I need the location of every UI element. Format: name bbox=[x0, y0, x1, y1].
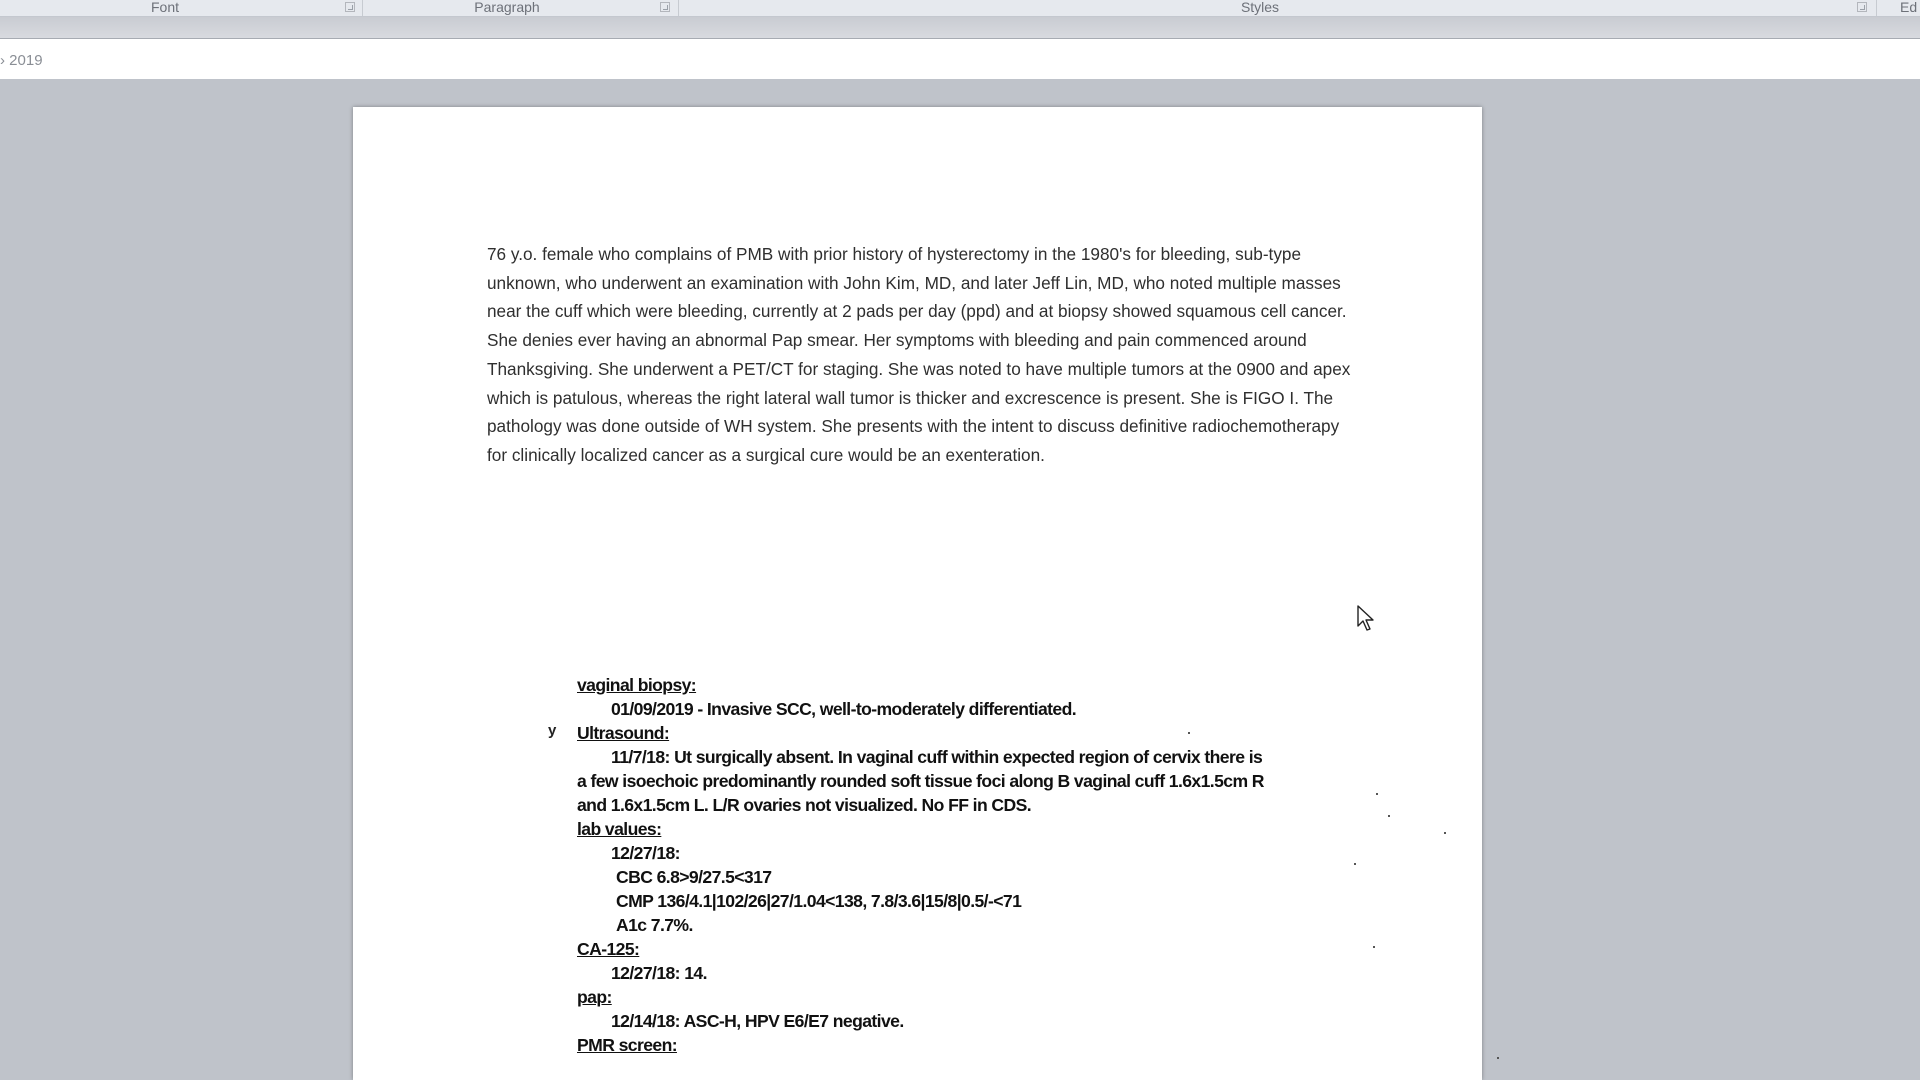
lab-values-cbc: CBC 6.8>9/27.5<317 bbox=[616, 867, 772, 887]
document-path-text: › 2019 bbox=[0, 52, 43, 69]
lab-values-cmp: CMP 136/4.1|102/26|27/1.04<138, 7.8/3.6|15/8|0.5/-<71 bbox=[616, 891, 1022, 911]
lab-values-a1c: A1c 7.7%. bbox=[616, 915, 693, 935]
ribbon-group-separator bbox=[1876, 0, 1877, 16]
mouse-pointer-icon bbox=[1356, 605, 1376, 633]
styles-dialog-launcher-icon[interactable] bbox=[1857, 2, 1867, 12]
ca125-heading: CA-125: bbox=[577, 939, 640, 959]
scan-speck bbox=[1354, 863, 1356, 865]
ribbon-bottom-bar bbox=[0, 17, 1920, 38]
ultrasound-line-1: 11/7/18: Ut surgically absent. In vaginal cuff within expected region of cervix there is bbox=[611, 747, 1263, 767]
document-path-bar bbox=[0, 38, 1920, 80]
pap-heading: pap: bbox=[577, 987, 612, 1007]
scan-speck bbox=[1388, 815, 1390, 817]
scan-speck bbox=[1373, 946, 1375, 948]
ribbon-group-separator bbox=[362, 0, 363, 16]
ribbon-group-editing-label: Ed bbox=[1900, 0, 1918, 15]
scan-speck bbox=[1497, 1057, 1499, 1059]
ribbon-group-font-label: Font bbox=[150, 0, 179, 15]
vaginal-biopsy-heading: vaginal biopsy: bbox=[577, 675, 697, 695]
scan-speck bbox=[1188, 732, 1190, 734]
ultrasound-heading: Ultrasound: bbox=[577, 723, 670, 743]
pmr-screen-heading: PMR screen: bbox=[577, 1035, 677, 1055]
pap-result: 12/14/18: ASC-H, HPV E6/E7 negative. bbox=[611, 1011, 904, 1031]
ribbon-group-labels bbox=[0, 0, 1920, 17]
paragraph-dialog-launcher-icon[interactable] bbox=[660, 2, 670, 12]
document-page[interactable] bbox=[353, 107, 1482, 1080]
lab-values-heading: lab values: bbox=[577, 819, 662, 839]
ribbon-group-styles-label: Styles bbox=[1240, 0, 1280, 15]
vaginal-biopsy-result: 01/09/2019 - Invasive SCC, well-to-moderately differentiated. bbox=[611, 699, 1077, 719]
intro-paragraph: 76 y.o. female who complains of PMB with prior history of hysterectomy in the 1980's for bleeding, sub-type unknown, who underwent an examination with John Kim, MD, and later Jeff Lin, MD, who noted multiple masses near the cuff which were bleeding, currently at 2 pads per day (ppd) and at biopsy showed squamous cell cancer. She denies ever having an abnormal Pap smear. Her symptoms with bleeding and pain commenced around Thanksgiving. She underwent a PET/CT for staging. She was noted to have multiple tumors at the 0900 and apex which is patulous, whereas the right lateral wall tumor is thicker and excrescence is present. She is FIGO I. The pathology was done outside of WH system. She presents with the intent to discuss definitive radiochemotherapy for clinically localized cancer as a surgical cure would be an exenteration. bbox=[487, 244, 1351, 465]
scan-speck bbox=[1444, 832, 1446, 834]
stray-mark: y bbox=[548, 722, 557, 739]
lab-values-date: 12/27/18: bbox=[611, 843, 680, 863]
ca125-result: 12/27/18: 14. bbox=[611, 963, 707, 983]
ultrasound-line-3: and 1.6x1.5cm L. L/R ovaries not visualized. No FF in CDS. bbox=[577, 795, 1032, 815]
ribbon-group-paragraph-label: Paragraph bbox=[474, 0, 540, 15]
ribbon-group-separator bbox=[678, 0, 679, 16]
scan-speck bbox=[1376, 793, 1378, 795]
scanned-report-section bbox=[353, 107, 1482, 1080]
ultrasound-line-2: a few isoechoic predominantly rounded soft tissue foci along B vaginal cuff 1.6x1.5cm R bbox=[577, 771, 1264, 791]
font-dialog-launcher-icon[interactable] bbox=[345, 2, 355, 12]
